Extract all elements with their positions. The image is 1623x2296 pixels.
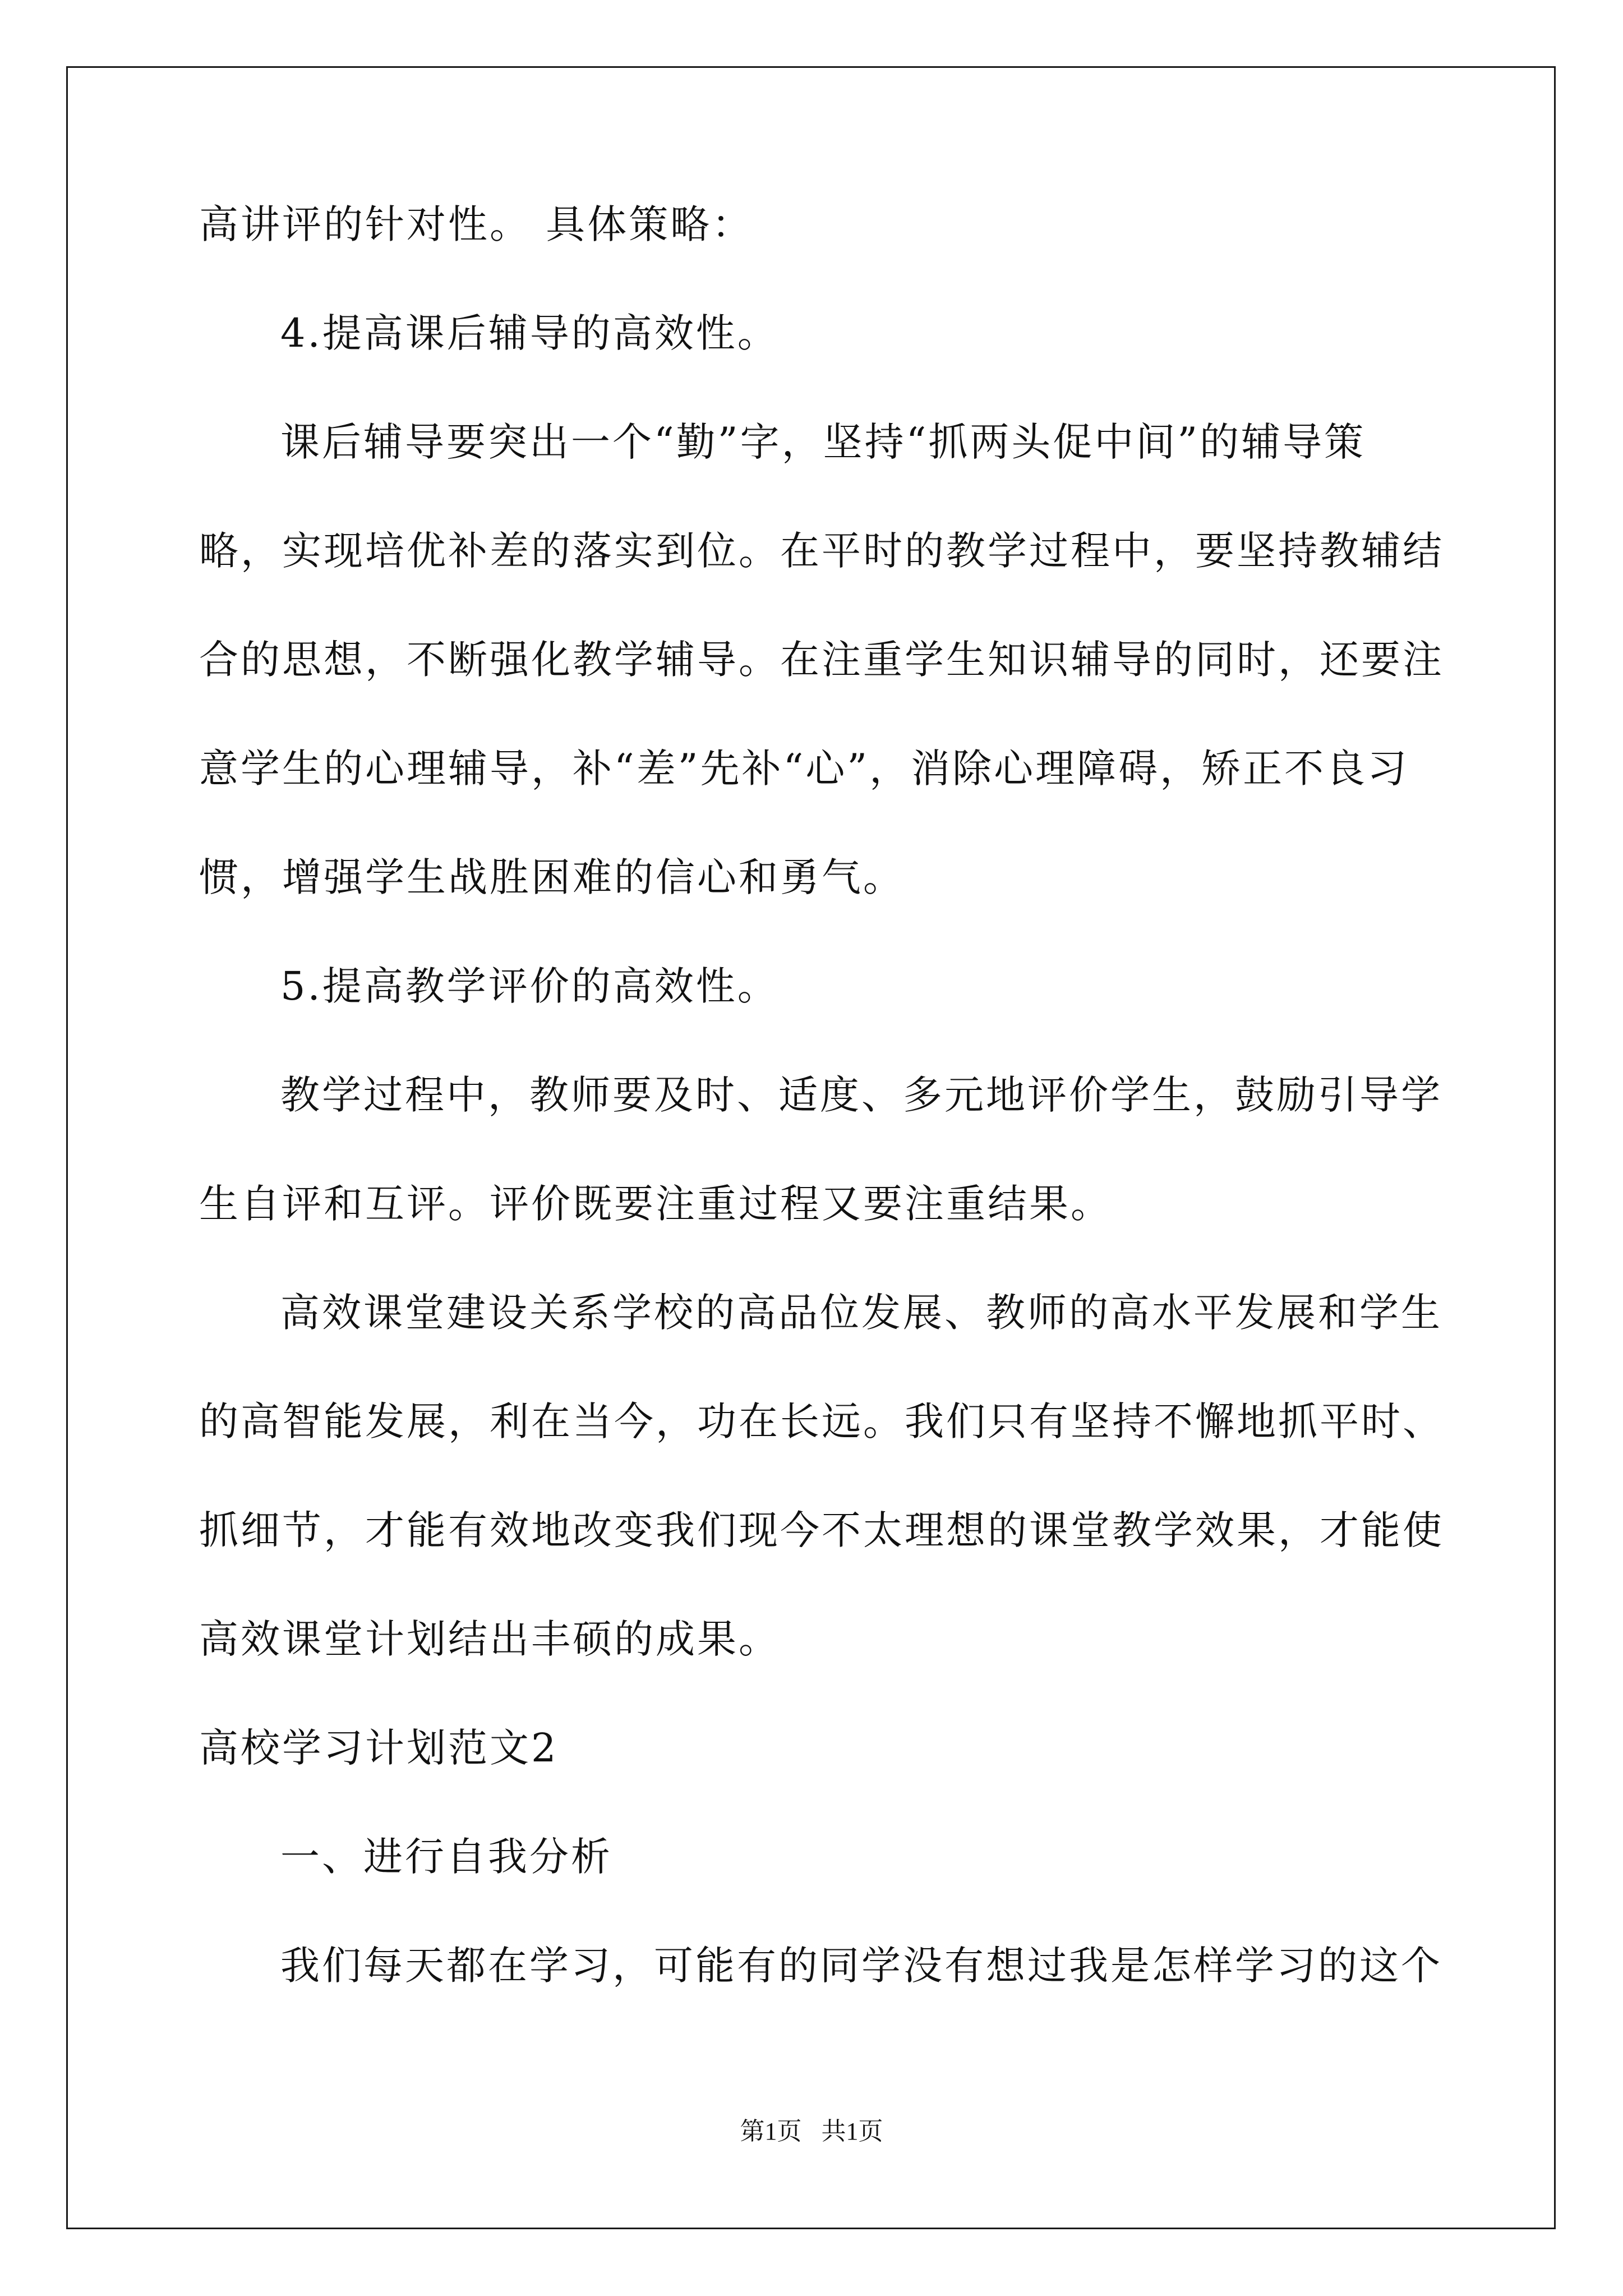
- paragraph-line: 合的思想，不断强化教学辅导。在注重学生知识辅导的同时，还要注: [199, 637, 1444, 683]
- paragraph-line: 抓细节，才能有效地改变我们现今不太理想的课堂教学效果，才能使: [199, 1507, 1444, 1553]
- paragraph-line: 5.提高教学评价的高效性。: [280, 963, 779, 1009]
- paragraph-line: 高效课堂建设关系学校的高品位发展、教师的高水平发展和学生: [280, 1290, 1442, 1336]
- paragraph-line: 意学生的心理辅导，补“差”先补“心”，消除心理障碍，矫正不良习: [199, 746, 1409, 792]
- paragraph-line: 我们每天都在学习，可能有的同学没有想过我是怎样学习的这个: [280, 1943, 1442, 1989]
- page-footer: [0, 2119, 1623, 2144]
- paragraph-line: 的高智能发展，利在当今，功在长远。我们只有坚持不懈地抓平时、: [199, 1398, 1444, 1444]
- page-number: 第1页: [740, 2118, 802, 2145]
- paragraph-line: 高讲评的针对性。 具体策略：: [199, 201, 754, 247]
- paragraph-line: 惯，增强学生战胜困难的信心和勇气。: [199, 854, 905, 900]
- page-total: 共1页: [821, 2118, 883, 2145]
- paragraph-line: 课后辅导要突出一个“勤”字，坚持“抓两头促中间”的辅导策: [280, 419, 1366, 465]
- subsection-heading: 一、进行自我分析: [280, 1834, 612, 1880]
- paragraph-line: 略，实现培优补差的落实到位。在平时的教学过程中，要坚持教辅结: [199, 528, 1444, 574]
- paragraph-line: 生自评和互评。评价既要注重过程又要注重结果。: [199, 1181, 1112, 1227]
- paragraph-line: 教学过程中，教师要及时、适度、多元地评价学生，鼓励引导学: [280, 1072, 1442, 1118]
- section-heading: 高校学习计划范文2: [199, 1725, 559, 1771]
- document-body: [199, 201, 1444, 2055]
- paragraph-line: 4.提高课后辅导的高效性。: [280, 310, 779, 356]
- paragraph-line: 高效课堂计划结出丰硕的成果。: [199, 1616, 780, 1662]
